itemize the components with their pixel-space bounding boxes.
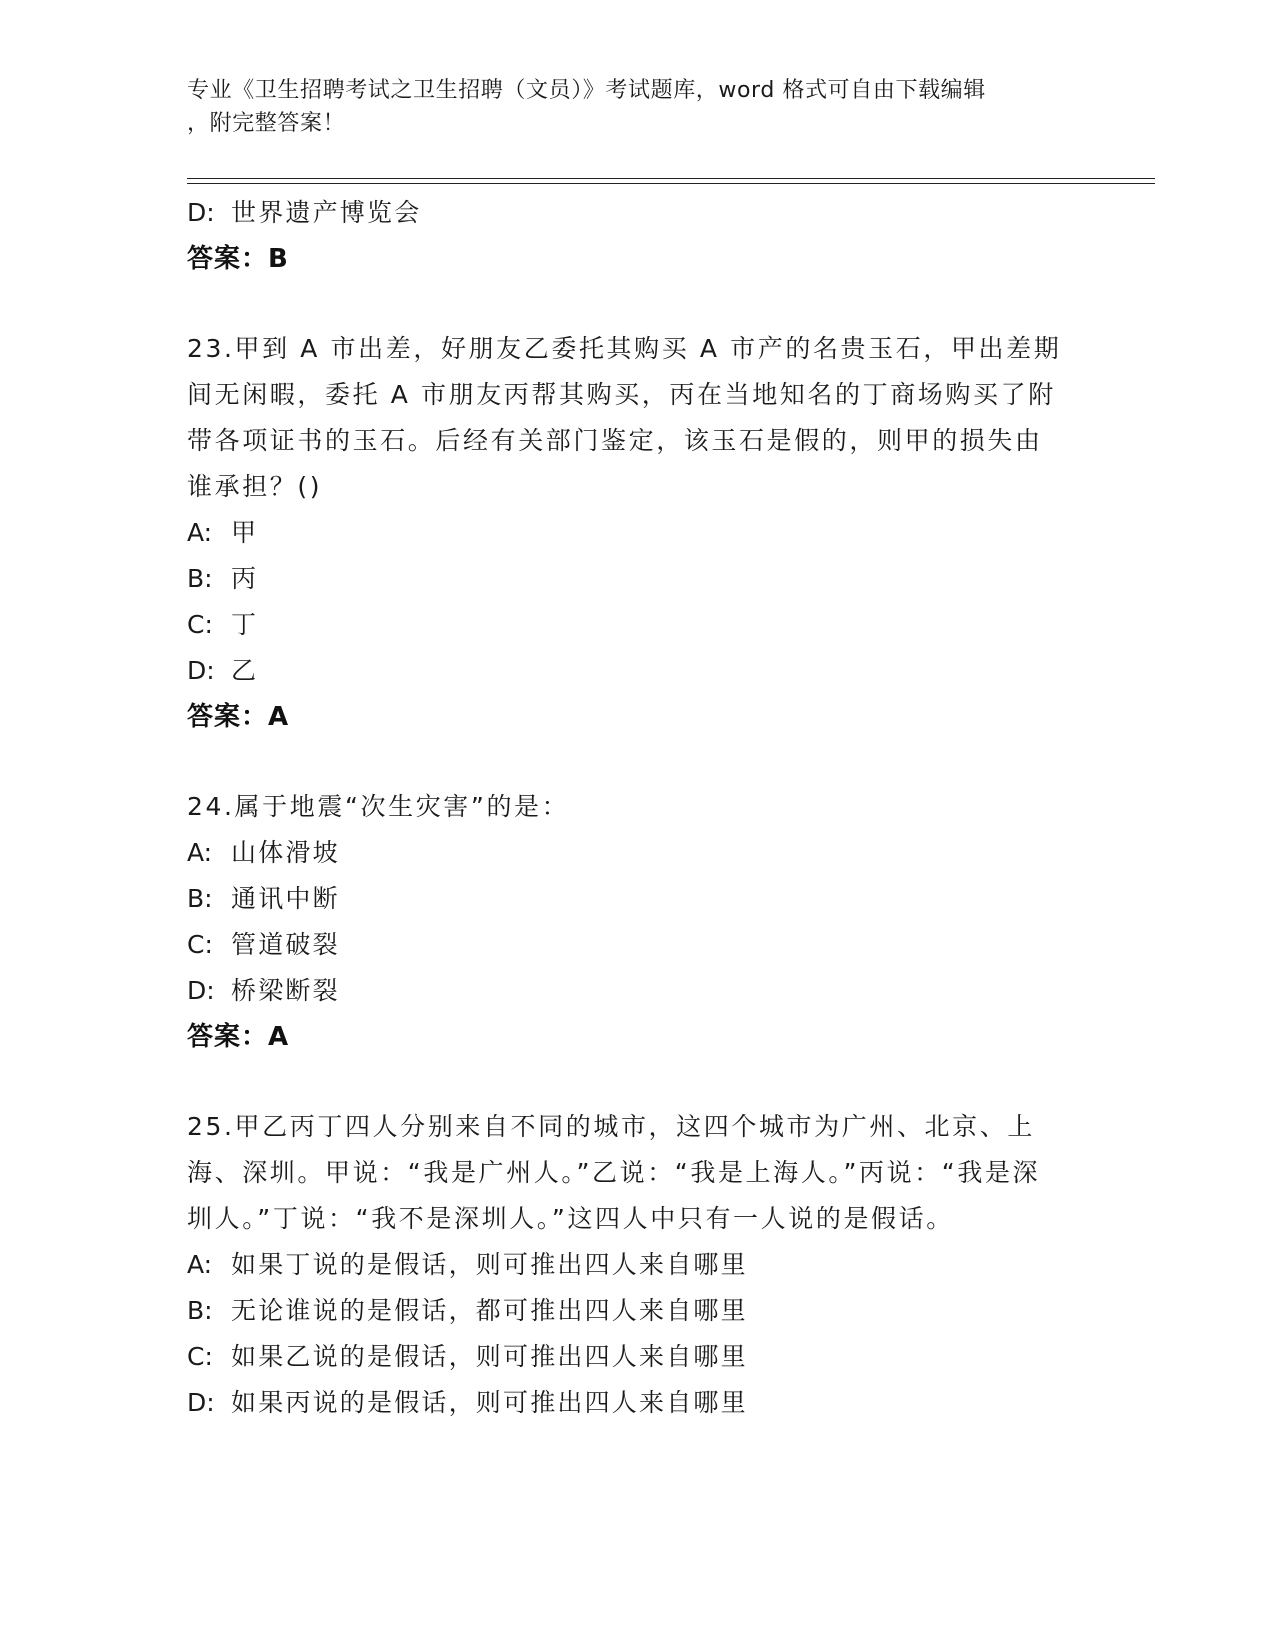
option-text: 乙	[231, 656, 259, 685]
question-text: 24.属于地震“次生灾害”的是：	[187, 792, 570, 821]
option-text: 如果丙说的是假话，则可推出四人来自哪里	[231, 1388, 748, 1417]
option-text: 如果乙说的是假话，则可推出四人来自哪里	[231, 1342, 748, 1371]
option-a	[187, 830, 1087, 876]
option-d	[187, 1380, 1087, 1426]
option-key: C:	[187, 930, 213, 959]
header-line-2: ，附完整答案！	[187, 111, 346, 136]
option-key: B:	[187, 564, 213, 593]
option-text: 甲	[231, 518, 259, 547]
option-c	[187, 922, 1087, 968]
question-text: 25.甲乙丙丁四人分别来自不同的城市，这四个城市为广州、北京、上海、深圳。甲说：“我是广州人。”乙说：“我是上海人。”丙说：“我是深圳人。”丁说：“我不是深圳人。”这四人中只有一人说的是假话。	[187, 1112, 1041, 1233]
option-key: D:	[187, 198, 215, 227]
option-c	[187, 602, 1087, 648]
prev-answer: 答案：B	[187, 244, 289, 274]
header-divider-bottom	[187, 183, 1155, 184]
option-key: C:	[187, 1342, 213, 1371]
option-a	[187, 510, 1087, 556]
option-key: A:	[187, 518, 213, 547]
page-content	[187, 190, 1087, 1426]
option-key: C:	[187, 610, 213, 639]
option-key: D:	[187, 976, 215, 1005]
prev-option-d	[187, 190, 1087, 236]
answer: 答案：A	[187, 702, 290, 732]
option-b	[187, 1288, 1087, 1334]
option-text: 无论谁说的是假话，都可推出四人来自哪里	[231, 1296, 748, 1325]
option-b	[187, 876, 1087, 922]
header-divider-top	[187, 178, 1155, 179]
option-d	[187, 648, 1087, 694]
option-text: 山体滑坡	[231, 838, 340, 867]
option-text: 丁	[231, 610, 259, 639]
header-line-1: 专业《卫生招聘考试之卫生招聘（文员）》考试题库，word 格式可自由下载编辑	[187, 78, 986, 103]
question-24	[187, 784, 1087, 1060]
option-b	[187, 556, 1087, 602]
option-key: D:	[187, 1388, 215, 1417]
answer: 答案：A	[187, 1022, 290, 1052]
option-key: B:	[187, 884, 213, 913]
option-text: 如果丁说的是假话，则可推出四人来自哪里	[231, 1250, 748, 1279]
option-key: B:	[187, 1296, 213, 1325]
option-key: D:	[187, 656, 215, 685]
option-d	[187, 968, 1087, 1014]
question-23	[187, 326, 1087, 740]
option-text: 通讯中断	[231, 884, 340, 913]
option-key: A:	[187, 838, 213, 867]
option-text: 世界遗产博览会	[231, 198, 422, 227]
question-text: 23.甲到 A 市出差，好朋友乙委托其购买 A 市产的名贵玉石，甲出差期间无闲暇，委托 A 市朋友丙帮其购买，丙在当地知名的丁商场购买了附带各项证书的玉石。后经有关部门鉴定，该玉石是假的，则甲的损失由谁承担？()	[187, 334, 1062, 501]
option-c	[187, 1334, 1087, 1380]
option-text: 管道破裂	[231, 930, 340, 959]
option-text: 丙	[231, 564, 259, 593]
option-key: A:	[187, 1250, 213, 1279]
option-a	[187, 1242, 1087, 1288]
page-header	[187, 74, 1067, 140]
option-text: 桥梁断裂	[231, 976, 340, 1005]
question-25	[187, 1104, 1087, 1426]
